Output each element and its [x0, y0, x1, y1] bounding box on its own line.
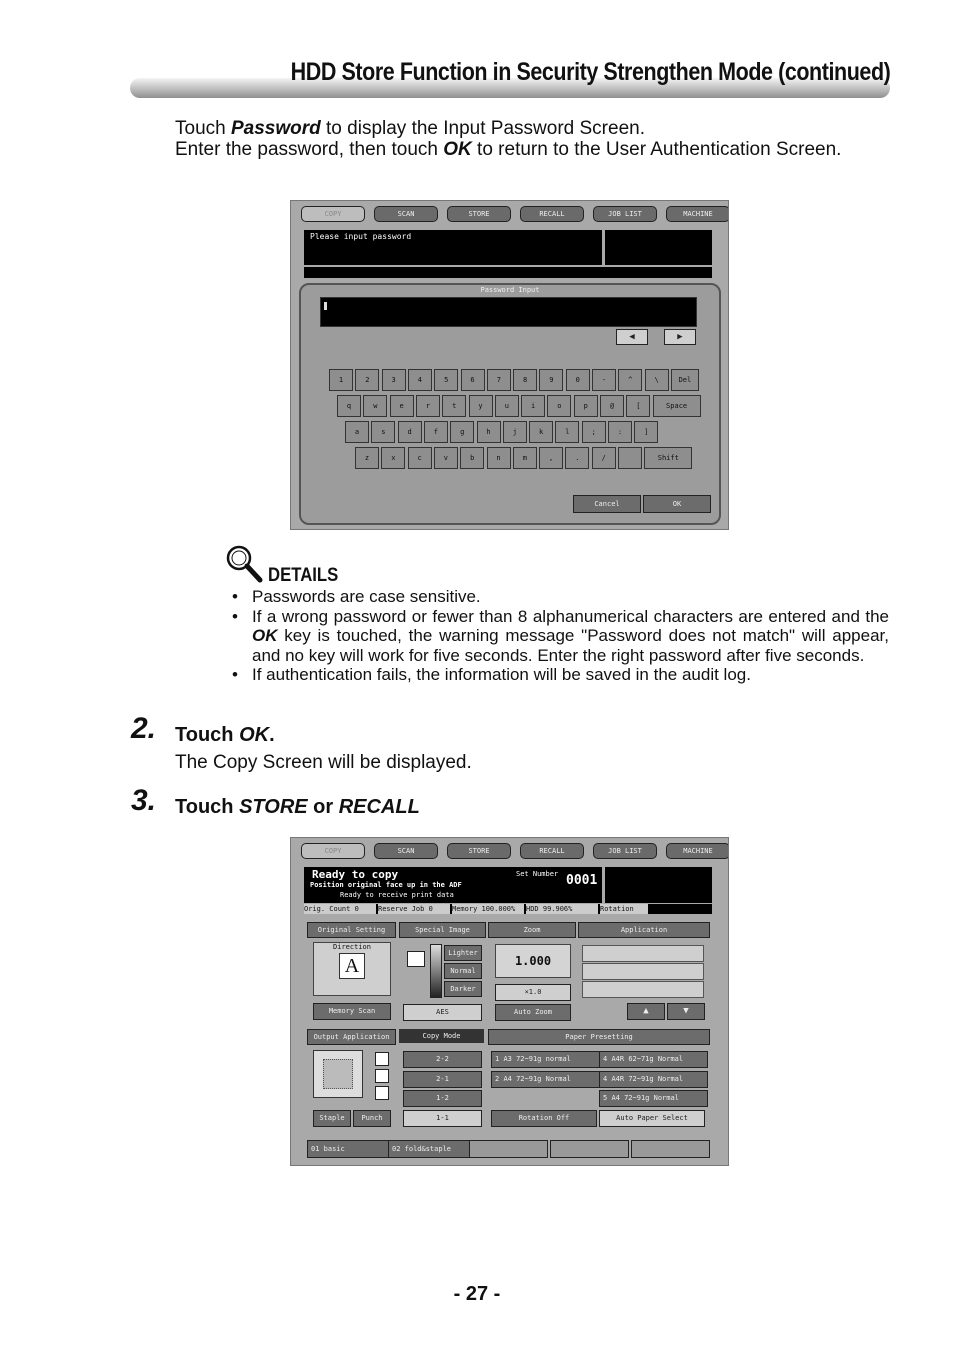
copy-mode-1-1[interactable]: 1-1	[403, 1110, 482, 1127]
tab-recall[interactable]: RECALL	[520, 843, 584, 859]
status-sub-1: Position original face up in the ADF	[310, 881, 462, 889]
keyboard-key[interactable]: f	[424, 421, 448, 443]
details-item: • If a wrong password or fewer than 8 alphanumerical characters are entered and the OK key is touched, the warning message "Password does not match" will appear, and no key will work for five seconds. Enter the right password after five seconds.	[232, 607, 889, 666]
keyboard-key[interactable]: d	[398, 421, 422, 443]
keyboard-key[interactable]: y	[469, 395, 493, 417]
special-image-head[interactable]: Special Image	[399, 922, 486, 938]
direction-a-glyph: A	[339, 953, 365, 979]
aes-button[interactable]: AES	[403, 1004, 482, 1021]
original-setting-head[interactable]: Original Setting	[307, 922, 396, 938]
keyboard-key[interactable]: Shift	[644, 447, 692, 469]
password-input-panel	[299, 283, 721, 525]
details-item: • Passwords are case sensitive.	[232, 587, 889, 607]
auto-paper-select-button[interactable]: Auto Paper Select	[599, 1110, 705, 1127]
copy-mode-2-1[interactable]: 2-1	[403, 1071, 482, 1088]
tab-copy[interactable]: COPY	[301, 206, 365, 222]
keyboard-key[interactable]: :	[608, 421, 632, 443]
keyboard-key[interactable]: h	[477, 421, 501, 443]
paper-tray[interactable]: 2 A4 72~91g Normal	[491, 1071, 600, 1088]
memory-scan-button[interactable]: Memory Scan	[313, 1003, 391, 1020]
set-number-value: 0001	[566, 873, 598, 888]
direction-label: Direction	[333, 943, 371, 951]
darker-button[interactable]: Darker	[444, 981, 482, 997]
copy-mode-1-2[interactable]: 1-2	[403, 1090, 482, 1107]
keyboard-key[interactable]: [	[626, 395, 650, 417]
keyboard-key[interactable]: @	[600, 395, 624, 417]
keyboard-key[interactable]: g	[450, 421, 474, 443]
step-3-number: 3.	[131, 784, 157, 817]
magnifier-icon	[224, 543, 268, 585]
keyboard-key[interactable]: u	[495, 395, 519, 417]
keyboard-key[interactable]: o	[547, 395, 571, 417]
scroll-down-button[interactable]: ▼	[667, 1003, 705, 1020]
keyboard-key[interactable]: p	[574, 395, 598, 417]
staple-button[interactable]: Staple	[313, 1110, 351, 1127]
password-input-screenshot	[290, 200, 729, 530]
details-list	[232, 587, 889, 685]
keyboard-key[interactable]: ;	[582, 421, 606, 443]
keyboard-key[interactable]: 3	[382, 369, 406, 391]
keyboard-key[interactable]: n	[487, 447, 511, 469]
tab-scan[interactable]: SCAN	[374, 206, 438, 222]
tab-copy[interactable]: COPY	[301, 843, 365, 859]
info-memory: Memory 100.000%	[452, 904, 524, 914]
details-item: • If authentication fails, the information will be saved in the audit log.	[232, 665, 889, 685]
keyboard-key[interactable]: -	[592, 369, 616, 391]
paper-tray[interactable]: 4 A4R 62~71g Normal	[599, 1051, 708, 1068]
step-2-number: 2.	[131, 712, 157, 745]
keyboard-key[interactable]: 7	[487, 369, 511, 391]
auto-zoom-button[interactable]: Auto Zoom	[495, 1004, 571, 1021]
copy-screen-screenshot	[290, 837, 729, 1166]
keyboard-key[interactable]: t	[442, 395, 466, 417]
tab-machine[interactable]: MACHINE	[666, 206, 729, 222]
cursor-left-button[interactable]: ◀	[616, 329, 648, 345]
info-hdd: HDD 99.906%	[526, 904, 598, 914]
ok-emphasis: OK	[443, 139, 472, 160]
zoom-x1-button[interactable]: ×1.0	[495, 984, 571, 1001]
set-number-label: Set Number	[516, 870, 559, 878]
keyboard-key[interactable]: \	[645, 369, 669, 391]
paper-tray[interactable]: 5 A4 72~91g Normal	[599, 1090, 708, 1107]
info-reserve-job: Reserve Job 0	[378, 904, 450, 914]
keyboard-key[interactable]: 2	[355, 369, 379, 391]
details-heading: DETAILS	[268, 565, 339, 586]
step-2-description: The Copy Screen will be displayed.	[175, 752, 472, 773]
memory-empty-button[interactable]	[469, 1140, 548, 1158]
scroll-up-button[interactable]: ▲	[627, 1003, 665, 1020]
tab-machine[interactable]: MACHINE	[666, 843, 729, 859]
memory-02-button[interactable]: 02 fold&staple	[388, 1140, 470, 1158]
paper-tray[interactable]: 1 A3 72~91g normal	[491, 1051, 600, 1068]
keyboard-key[interactable]: s	[371, 421, 395, 443]
info-rotation: Rotation	[600, 904, 648, 914]
status-sub-2: Ready to receive print data	[340, 891, 454, 899]
tab-scan[interactable]: SCAN	[374, 843, 438, 859]
panel-title: Password Input	[480, 286, 540, 294]
zoom-display: 1.000	[495, 944, 571, 978]
output-application-head[interactable]: Output Application	[307, 1029, 396, 1045]
page-title: HDD Store Function in Security Strengthen Mode (continued)	[290, 58, 890, 86]
tab-job-list[interactable]: JOB LIST	[593, 206, 657, 222]
intro-paragraph: Touch Password to display the Input Password Screen. Enter the password, then touch OK to return to the User Authentication Screen.	[175, 118, 842, 160]
punch-button[interactable]: Punch	[353, 1110, 391, 1127]
copy-mode-2-2[interactable]: 2-2	[403, 1051, 482, 1068]
page-number: - 27 -	[453, 1283, 501, 1305]
keyboard-key[interactable]: 1	[329, 369, 353, 391]
keyboard-key[interactable]: 6	[461, 369, 485, 391]
keyboard-key[interactable]: Space	[653, 395, 701, 417]
tab-store[interactable]: STORE	[447, 843, 511, 859]
keyboard-key[interactable]: x	[381, 447, 405, 469]
ok-button[interactable]: OK	[643, 495, 711, 513]
keyboard-key[interactable]: 4	[408, 369, 432, 391]
memory-01-button[interactable]: 01 basic	[307, 1140, 389, 1158]
keyboard-key[interactable]: v	[434, 447, 458, 469]
keyboard-key[interactable]: m	[513, 447, 537, 469]
application-head[interactable]: Application	[578, 922, 710, 938]
paper-tray[interactable]: 4 A4R 72~91g Normal	[599, 1071, 708, 1088]
keyboard-key[interactable]: 0	[566, 369, 590, 391]
tab-job-list[interactable]: JOB LIST	[593, 843, 657, 859]
keyboard-key[interactable]: c	[408, 447, 432, 469]
info-orig-count: Orig. Count 0	[304, 904, 376, 914]
keyboard-key[interactable]: e	[390, 395, 414, 417]
memory-empty-button[interactable]	[631, 1140, 710, 1158]
keyboard-key[interactable]: 5	[434, 369, 458, 391]
keyboard-key[interactable]	[618, 447, 642, 469]
paper-presetting-head[interactable]: Paper Presetting	[488, 1029, 710, 1045]
keyboard	[301, 285, 719, 523]
keyboard-key[interactable]: ,	[539, 447, 563, 469]
copy-mode-head: Copy Mode	[399, 1029, 484, 1043]
password-emphasis: Password	[230, 118, 321, 139]
keyboard-key[interactable]: .	[565, 447, 589, 469]
message-area	[304, 230, 602, 265]
lighter-button[interactable]: Lighter	[444, 945, 482, 961]
keyboard-key[interactable]: z	[355, 447, 379, 469]
keyboard-key[interactable]: /	[592, 447, 616, 469]
keyboard-key[interactable]: ]	[634, 421, 658, 443]
normal-density-button[interactable]: Normal	[444, 963, 482, 979]
tab-row	[301, 206, 729, 222]
keyboard-key[interactable]: 9	[539, 369, 563, 391]
keyboard-key[interactable]: q	[337, 395, 361, 417]
keyboard-key[interactable]: a	[345, 421, 369, 443]
cancel-button[interactable]: Cancel	[573, 495, 641, 513]
step-2-title: Touch OK.	[175, 724, 275, 746]
keyboard-key[interactable]: b	[460, 447, 484, 469]
keyboard-key[interactable]: Del	[671, 369, 699, 391]
keyboard-key[interactable]: i	[521, 395, 545, 417]
status-text: Ready to copy	[312, 868, 399, 881]
keyboard-key[interactable]: k	[529, 421, 553, 443]
keyboard-key[interactable]: w	[363, 395, 387, 417]
step-3-title: Touch STORE or RECALL	[175, 796, 420, 818]
status-strip	[304, 267, 712, 278]
keyboard-key[interactable]: 8	[513, 369, 537, 391]
tab-recall[interactable]: RECALL	[520, 206, 584, 222]
rotation-off-button[interactable]: Rotation Off	[491, 1110, 597, 1127]
memory-empty-button[interactable]	[550, 1140, 629, 1158]
message-text: Please input password	[310, 232, 412, 241]
zoom-head[interactable]: Zoom	[488, 922, 576, 938]
keyboard-key[interactable]: l	[555, 421, 579, 443]
keyboard-key[interactable]: j	[503, 421, 527, 443]
cursor-right-button[interactable]: ▶	[664, 329, 696, 345]
keyboard-key[interactable]: ^	[618, 369, 642, 391]
keyboard-key[interactable]: r	[416, 395, 440, 417]
tab-store[interactable]: STORE	[447, 206, 511, 222]
message-side-area	[605, 230, 712, 265]
